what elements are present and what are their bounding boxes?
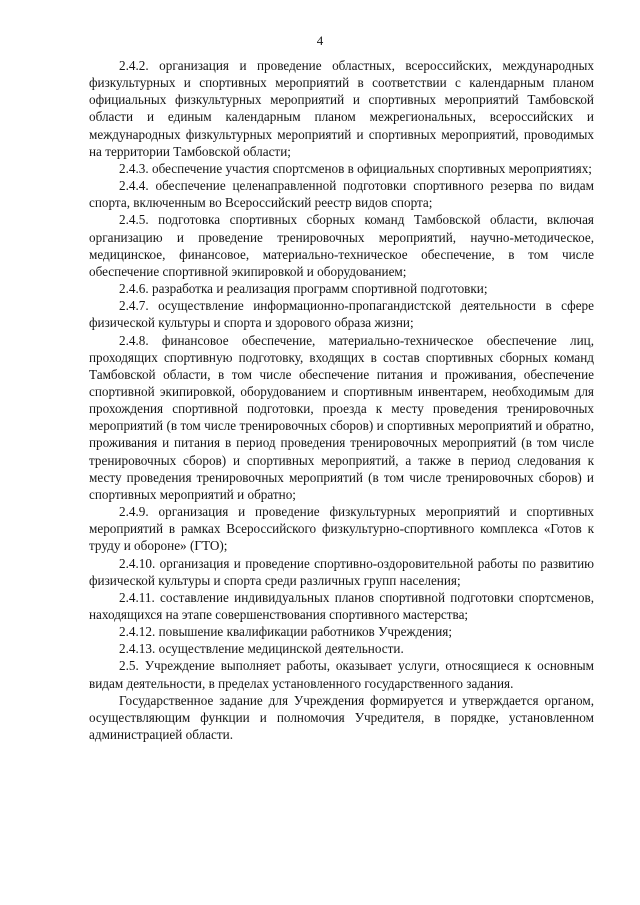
paragraph-2-4-13: 2.4.13. осуществление медицинской деятельности. [119,641,404,657]
paragraph-2-4-3: 2.4.3. обеспечение участия спортсменов в официальных спортивных мероприятиях; [119,160,592,176]
paragraph-2-4-4: 2.4.4. обеспечение целенаправленной подготовки спортивного резерва по видам спорта, включенным во Всероссийский реестр видов спорта; [89,178,594,211]
paragraph-2-5: 2.5. Учреждение выполняет работы, оказывает услуги, относящиеся к основным видам деятельности, в пределах установленного государственного задания. [89,658,594,691]
page-number: 4 [316,33,324,48]
paragraph-2-4-7: 2.4.7. осуществление информационно-пропагандистской деятельности в сфере физической культуры и спорта и здорового образа жизни; [89,298,594,331]
paragraph-2-4-5: 2.4.5. подготовка спортивных сборных команд Тамбовской области, включая организацию и проведение тренировочных мероприятий, научно-методическое, медицинское, финансовое, материально-техническое обеспечение, в том числе обеспечение спортивной экипировкой и оборудованием; [89,212,594,279]
paragraph-2-4-8: 2.4.8. финансовое обеспечение, материально-техническое обеспечение лиц, проходящих спортивную подготовку, входящих в состав спортивных сборных команд Тамбовской области, в том числе обеспечение питания и проживания, обеспечение спортивной экипировкой, оборудованием и спортивным инвентарем, необходимым для прохождения спортивной подготовки, проезда к месту проведения тренировочных мероприятий (в том числе тренировочных сборов) и спортивных мероприятий и обратно, проживания и питания в период проведения тренировочных мероприятий (в том числе тренировочных сборов) и спортивных мероприятий, а также в период следования к месту проведения тренировочных мероприятий (в том числе тренировочных сборов) и спортивных мероприятий и обратно; [89,332,594,502]
paragraph-state-assignment: Государственное задание для Учреждения формируется и утверждается органом, осуществляющим функции и полномочия Учредителя, в порядке, установленном администрацией области. [89,692,594,743]
paragraph-2-4-6: 2.4.6. разработка и реализация программ спортивной подготовки; [119,281,488,297]
paragraph-2-4-2: 2.4.2. организация и проведение областных, всероссийских, международных физкультурных и спортивных мероприятий в соответствии с календарным планом официальных физкультурных мероприятий и спортивных мероприятий Тамбовской области и единым календарным планом межрегиональных, всероссийских и международных физкультурных мероприятий и спортивных мероприятий, проводимых на территории Тамбовской области; [89,58,594,159]
paragraph-2-4-9: 2.4.9. организация и проведение физкультурных мероприятий и спортивных мероприятий в рамках Всероссийского физкультурно-спортивного комплекса «Готов к труду и обороне» (ГТО); [89,504,594,554]
paragraph-2-4-11: 2.4.11. составление индивидуальных планов спортивной подготовки спортсменов, находящихся на этапе совершенствования спортивного мастерства; [89,589,594,622]
document-body [89,57,594,743]
paragraph-2-4-10: 2.4.10. организация и проведение спортивно-оздоровительной работы по развитию физической культуры и спорта среди различных групп населения; [89,555,594,588]
paragraph-2-4-12: 2.4.12. повышение квалификации работников Учреждения; [119,624,453,640]
